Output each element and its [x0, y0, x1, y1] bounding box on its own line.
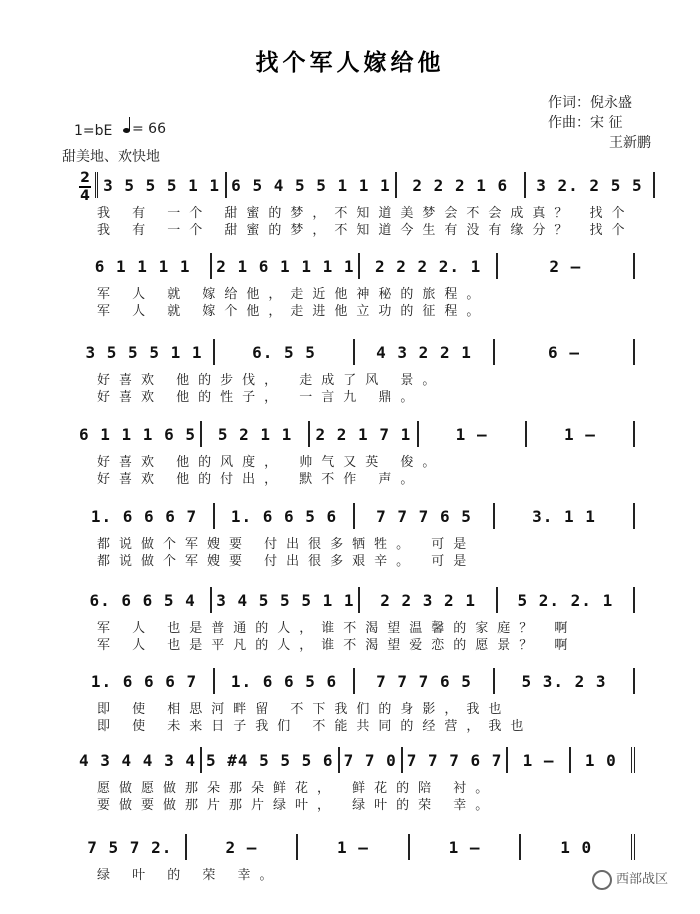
measure: 7 7 7 6 7	[403, 747, 509, 773]
measure: 7 7 7 6 5	[355, 503, 495, 529]
measure: 7 5 7 2.	[75, 834, 187, 860]
tempo-marking	[123, 121, 166, 137]
notation-row	[75, 834, 635, 860]
notation-row	[75, 747, 635, 773]
measure: 6. 6 6 5 4	[75, 587, 212, 613]
lyric-verse-2: 我 有 一个 甜蜜的梦，不知道今生有没有缘分？ 找个	[97, 223, 634, 238]
measure: 1. 6 6 6 7	[75, 668, 215, 694]
measure: 1. 6 6 5 6	[215, 668, 355, 694]
lyric-verse-1: 军 人 也是普通的人，谁不渴望温馨的家庭？ 啊	[97, 621, 577, 636]
lyric-verse-2: 即 使 未来日子我们 不能共同的经营，我也	[97, 719, 533, 734]
notation-row	[75, 339, 635, 365]
measure: 3 2. 2 5 5	[526, 172, 655, 198]
measure: 1 0	[521, 834, 635, 860]
wechat-logo-icon	[592, 870, 612, 890]
lyric-verse-2: 好喜欢 他的付出， 默不作 声。	[97, 472, 423, 487]
lyric-verse-1: 好喜欢 他的风度， 帅气又英 俊。	[97, 455, 445, 470]
measure: 5 3. 2 3	[495, 668, 635, 694]
measure: 5 #4 5 5 5 6	[202, 747, 340, 773]
notation-row	[75, 421, 635, 447]
measure: 5 2. 2. 1	[498, 587, 635, 613]
credits	[548, 93, 651, 153]
notation-row	[75, 587, 635, 613]
measure: 7 7 0	[340, 747, 403, 773]
tempo-value: = 66	[132, 121, 166, 137]
measure: 2 2 2 1 6	[397, 172, 526, 198]
song-title: 找个军人嫁给他	[255, 50, 445, 76]
measure: 1 –	[527, 421, 635, 447]
time-signature-bottom: 4	[80, 188, 90, 204]
measure: 3 5 5 5 1 1	[75, 339, 215, 365]
measure: 5 2 1 1	[202, 421, 310, 447]
measure: 4 3 4 4 3 4	[75, 747, 202, 773]
measure: 1. 6 6 5 6	[215, 503, 355, 529]
measure: 2 2 2 2. 1	[360, 253, 497, 279]
measure: 2 –	[187, 834, 299, 860]
expression-marking: 甜美地、欢快地	[62, 149, 160, 165]
measure: 1 –	[298, 834, 410, 860]
composer-credit-2: 王新鹏	[609, 135, 651, 151]
measure: 6 5 4 5 5 1 1 1	[227, 172, 397, 198]
lyric-verse-1: 军 人 就 嫁给他，走近他神秘的旅程。	[97, 287, 489, 302]
measure: 3 4 5 5 5 1 1	[212, 587, 360, 613]
lyric-verse-1: 好喜欢 他的步伐， 走成了风 景。	[97, 373, 445, 388]
measure: 3. 1 1	[495, 503, 635, 529]
lyric-verse-2: 好喜欢 他的性子， 一言九 鼎。	[97, 390, 423, 405]
lyric-verse-2: 都说做个军嫂要 付出很多艰辛。 可是	[97, 554, 476, 569]
measure: 2 2 3 2 1	[360, 587, 497, 613]
measure: 2 –	[498, 253, 635, 279]
watermark-text: 西部战区	[616, 872, 669, 887]
lyricist-credit: 作词：倪永盛	[548, 95, 632, 111]
lyric-verse-1: 都说做个军嫂要 付出很多牺牲。 可是	[97, 537, 476, 552]
measure: 6. 5 5	[215, 339, 355, 365]
measure: 1 –	[419, 421, 527, 447]
quarter-note-icon	[123, 128, 130, 133]
measure: 1 –	[410, 834, 522, 860]
notation-row	[75, 172, 655, 198]
watermark	[592, 868, 668, 890]
lyric-verse-1: 即 使 相思河畔留 不下我们的身影，我也	[97, 702, 511, 717]
measure: 3 5 5 5 1 1	[95, 172, 227, 198]
composer-credit: 作曲：宋 征	[548, 115, 623, 131]
notation-row	[75, 253, 635, 279]
notation-row	[75, 668, 635, 694]
lyric-verse-1: 我 有 一个 甜蜜的梦，不知道美梦会不会成真？ 找个	[97, 206, 634, 221]
measure: 6 –	[495, 339, 635, 365]
measure: 6 1 1 1 1	[75, 253, 212, 279]
measure: 1 0	[571, 747, 635, 773]
measure: 4 3 2 2 1	[355, 339, 495, 365]
measure: 2 2 1 7 1	[310, 421, 418, 447]
lyric-verse-2: 军 人 也是平凡的人，谁不渴望爱恋的愿景？ 啊	[97, 638, 577, 653]
measure: 1 –	[508, 747, 570, 773]
lyric-verse-1: 绿 叶 的 荣 幸。	[97, 868, 282, 883]
measure: 6 1 1 1 6 5	[75, 421, 202, 447]
lyric-verse-1: 愿做愿做那朵那朵鲜花， 鲜花的陪 衬。	[97, 781, 498, 796]
measure: 2 1 6 1 1 1 1	[212, 253, 360, 279]
lyric-verse-2: 军 人 就 嫁个他，走进他立功的征程。	[97, 304, 489, 319]
measure: 7 7 7 6 5	[355, 668, 495, 694]
key-signature: 1=bE	[74, 123, 113, 139]
notation-row	[75, 503, 635, 529]
time-signature-top: 2	[80, 170, 90, 186]
lyric-verse-2: 要做要做那片那片绿叶， 绿叶的荣 幸。	[97, 798, 498, 813]
measure: 1. 6 6 6 7	[75, 503, 215, 529]
